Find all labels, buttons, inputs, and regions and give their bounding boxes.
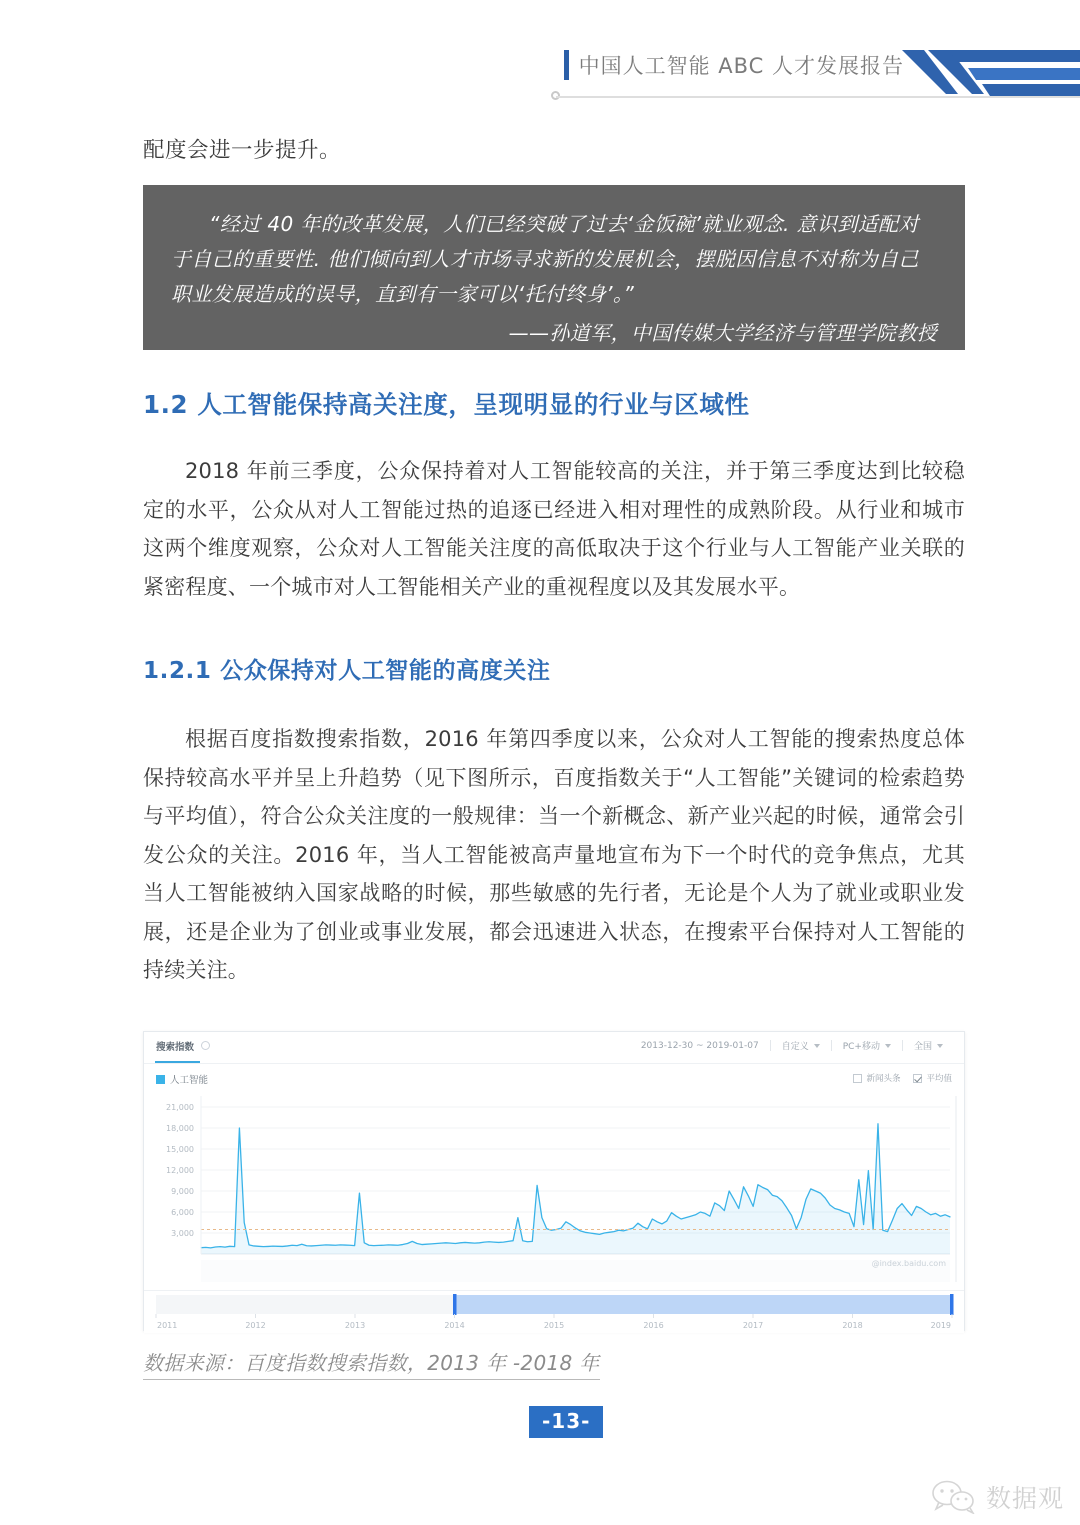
quote-attribution: ——孙道军，中国传媒大学经济与管理学院教授 xyxy=(508,321,937,345)
info-icon[interactable] xyxy=(201,1041,210,1050)
checkbox-unchecked-icon xyxy=(853,1074,862,1083)
svg-text:18,000: 18,000 xyxy=(166,1124,194,1133)
legend-color-swatch xyxy=(156,1075,165,1084)
footer-brand xyxy=(931,1479,1064,1515)
search-index-line-chart xyxy=(144,1092,964,1290)
svg-text:2018: 2018 xyxy=(842,1321,863,1330)
date-range-display: 2013-12-30 ~ 2019-01-07 xyxy=(640,1040,759,1051)
chart-overlay-toggles xyxy=(853,1072,952,1084)
figure-caption: 数据来源：百度指数搜索指数，2013 年 -2018 年 xyxy=(143,1347,600,1380)
paragraph-1: 2018 年前三季度，公众保持着对人工智能较高的关注，并于第三季度达到比较稳定的水平，公众从对人工智能过热的追逐已经进入相对理性的成熟阶段。从行业和城市这两个维度观察，公众对人工智能关注度的高低取决于这个行业与人工智能产业关联的紧密程度、一个城市对人工智能相关产业的重视程度以及其发展水平。 xyxy=(143,459,965,599)
page-number-badge: -13- xyxy=(529,1406,603,1438)
footer-brand-label: 数据观 xyxy=(985,1484,1064,1513)
baidu-index-chart-card xyxy=(143,1031,965,1331)
region-filter-dropdown[interactable] xyxy=(903,1039,954,1052)
average-value-label: 平均值 xyxy=(926,1074,952,1084)
device-filter-label: PC+移动 xyxy=(842,1042,880,1052)
svg-text:2017: 2017 xyxy=(742,1321,764,1330)
chart-plot-area xyxy=(144,1092,964,1290)
svg-text:15,000: 15,000 xyxy=(166,1145,194,1154)
timeline-scrubber-svg[interactable] xyxy=(144,1291,964,1332)
svg-text:6,000: 6,000 xyxy=(171,1208,194,1217)
section-heading-1-2-1: 1.2.1 公众保持对人工智能的高度关注 xyxy=(143,658,551,684)
legend-series-label: 人工智能 xyxy=(170,1075,209,1086)
header-accent-bar xyxy=(564,50,569,80)
active-tab-underline xyxy=(155,1061,200,1063)
svg-text:2016: 2016 xyxy=(643,1321,664,1330)
svg-text:2014: 2014 xyxy=(444,1321,465,1330)
chevron-down-icon xyxy=(937,1044,943,1048)
svg-text:3,000: 3,000 xyxy=(171,1229,194,1238)
chart-panel-label: 搜索指数 xyxy=(156,1042,195,1053)
continued-line: 配度会进一步提升。 xyxy=(143,138,342,163)
paragraph-2: 根据百度指数搜索指数，2016 年第四季度以来，公众对人工智能的搜索热度总体保持较高水平并呈上升趋势（见下图所示，百度指数关于“人工智能”关键词的检索趋势与平均值），符合公众关注度的一般规律：当一个新概念、新产业兴起的时候，通常会引发公众的关注。2016 年，当人工智能被高声量地宣布为下一个时代的竞争焦点，尤其当人工智能被纳入国家战略的时候，那些敏感的先行者，无论是个人为了就业或职业发展，还是企业为了创业或事业发展，都会迅速进入状态，在搜索平台保持对人工智能的持续关注。 xyxy=(143,727,965,982)
page-header xyxy=(0,0,1080,112)
svg-text:2015: 2015 xyxy=(543,1321,565,1330)
news-headline-checkbox[interactable] xyxy=(853,1072,900,1084)
svg-text:12,000: 12,000 xyxy=(166,1166,194,1175)
section-heading-1-2: 1.2 人工智能保持高关注度，呈现明显的行业与区域性 xyxy=(143,390,750,419)
checkbox-checked-icon xyxy=(913,1074,922,1083)
news-headline-label: 新闻头条 xyxy=(866,1074,901,1084)
page-title: 中国人工智能 ABC 人才发展报告 xyxy=(578,54,904,78)
wechat-icon xyxy=(931,1480,977,1514)
chevron-down-icon xyxy=(814,1044,820,1048)
svg-text:21,000: 21,000 xyxy=(166,1103,194,1112)
pull-quote-box xyxy=(143,185,965,350)
svg-text:9,000: 9,000 xyxy=(171,1187,194,1196)
quote-text: “经过 40 年的改革发展，人们已经突破了过去‘金饭碗’就业观念. 意识到适配对于自己的重要性. 他们倾向到人才市场寻求新的发展机会，摆脱因信息不对称为自己职业发展造成的误导，直到有一家可以‘托付终身’。” xyxy=(171,212,919,306)
chart-filters xyxy=(630,1039,954,1052)
svg-text:2012: 2012 xyxy=(245,1321,266,1330)
brand-chevron-logo xyxy=(880,36,1080,98)
svg-text:2019: 2019 xyxy=(930,1321,951,1330)
svg-text:2013: 2013 xyxy=(344,1321,366,1330)
region-filter-label: 全国 xyxy=(913,1042,932,1052)
range-preset-label: 自定义 xyxy=(781,1042,809,1052)
svg-text:2011: 2011 xyxy=(157,1321,178,1330)
timeline-range-scrubber[interactable] xyxy=(144,1290,964,1333)
chevron-down-icon xyxy=(885,1044,891,1048)
device-filter-dropdown[interactable] xyxy=(832,1039,902,1052)
series-legend-item[interactable] xyxy=(156,1072,208,1086)
chart-toolbar xyxy=(144,1032,964,1064)
chart-legend-bar xyxy=(144,1064,964,1092)
header-title-group xyxy=(564,50,904,80)
chart-watermark: @index.baidu.com xyxy=(871,1259,946,1268)
range-preset-dropdown[interactable] xyxy=(771,1039,831,1052)
average-value-checkbox[interactable] xyxy=(913,1072,952,1084)
